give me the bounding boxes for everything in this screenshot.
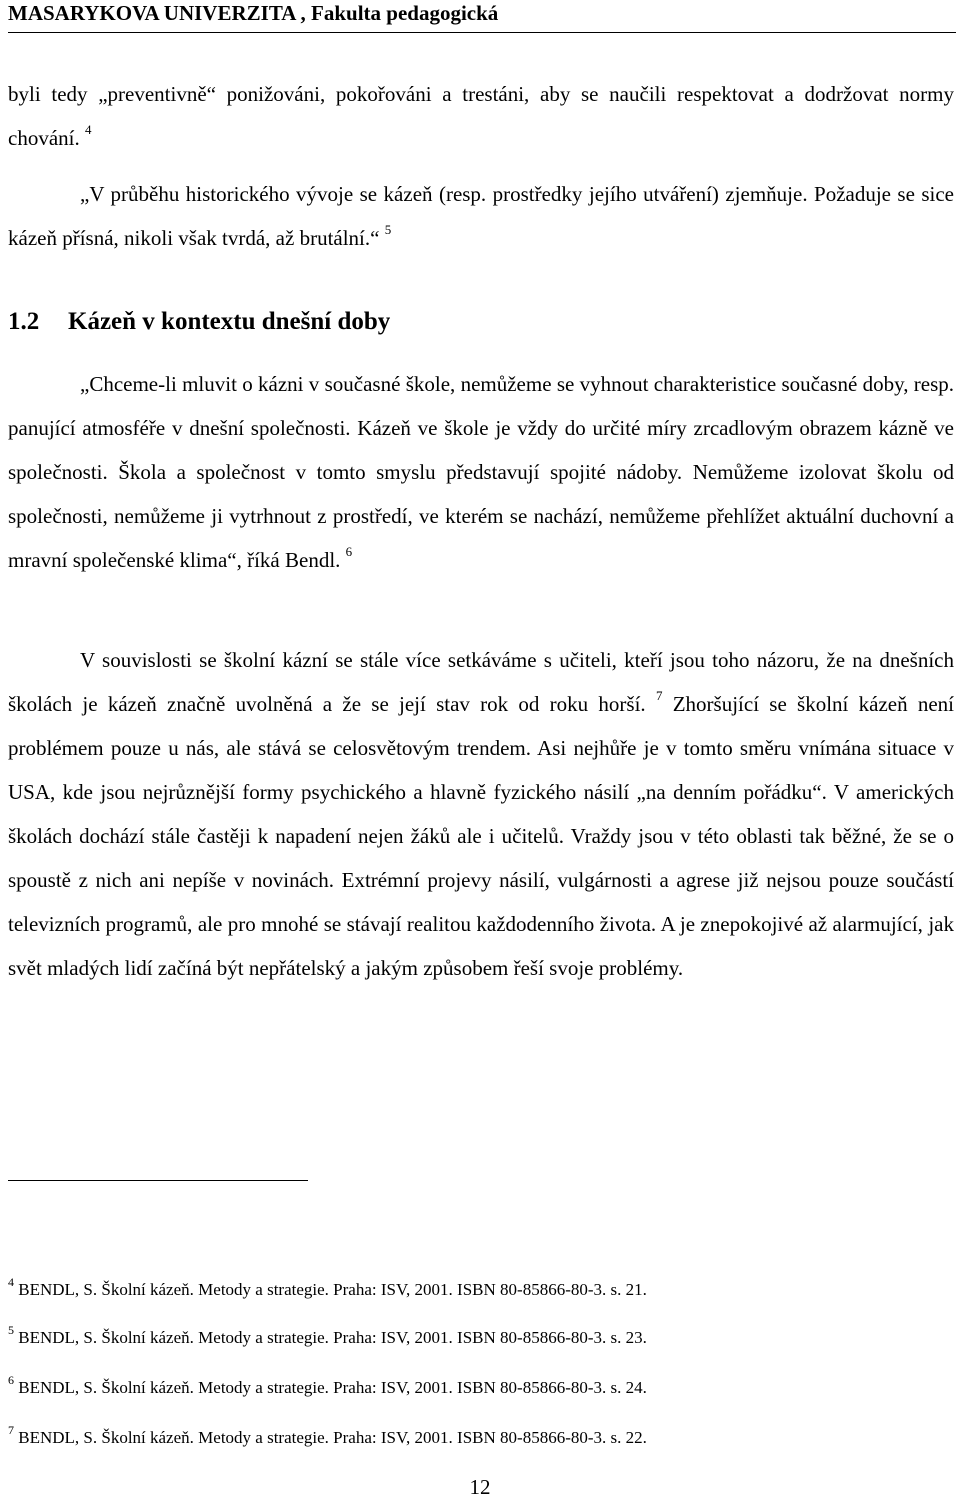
footnote-ref-6: 6 (345, 544, 353, 559)
footnote-separator (8, 1180, 308, 1181)
footnote-text: BENDL, S. Školní kázeň. Metody a strategie. Praha: ISV, 2001. ISBN 80-85866-80-3. s. 22. (18, 1428, 647, 1447)
footnote-number: 4 (8, 1275, 14, 1290)
footnote-ref-4: 4 (84, 122, 92, 137)
page-header (8, 0, 956, 33)
paragraph-1 (8, 72, 954, 160)
header-title: MASARYKOVA UNIVERZITA , Fakulta pedagogická (8, 1, 499, 25)
footnote-ref-7: 7 (655, 688, 663, 703)
paragraph-2 (8, 172, 954, 260)
footnote-text: BENDL, S. Školní kázeň. Metody a strategie. Praha: ISV, 2001. ISBN 80-85866-80-3. s. 21. (18, 1280, 647, 1299)
section-heading (8, 304, 390, 340)
footnote-number: 7 (8, 1423, 14, 1438)
paragraph-3 (8, 362, 954, 582)
footnote-7 (8, 1423, 647, 1450)
paragraph-3-text: „Chceme-li mluvit o kázni v současné škole, nemůžeme se vyhnout charakteristice současné doby, resp. panující atmosféře v dnešní společnosti. Kázeň ve škole je vždy do určité míry zrcadlovým obrazem kázně ve společnosti. Škola a společnost v tomto smyslu představují spojité nádoby. Nemůžeme izolovat školu od společnosti, nemůžeme ji vytrhnout z prostředí, ve kterém se nachází, nemůžeme přehlížet aktuální duchovní a mravní společenské klima“, říká Bendl. (8, 372, 954, 572)
footnote-number: 5 (8, 1323, 14, 1338)
paragraph-1-text: byli tedy „preventivně“ ponižováni, pokořováni a trestáni, aby se naučili respektovat a dodržovat normy chování. (8, 82, 954, 150)
paragraph-4-text-a: V souvislosti se školní kázní se stále více setkáváme s učiteli, kteří jsou toho názoru, že na dnešních školách je kázeň značně uvolněná a že se její stav rok od roku horší. (8, 648, 954, 716)
footnote-text: BENDL, S. Školní kázeň. Metody a strategie. Praha: ISV, 2001. ISBN 80-85866-80-3. s. 24. (18, 1378, 647, 1397)
footnote-5 (8, 1323, 647, 1350)
paragraph-4 (8, 638, 954, 990)
footnote-6 (8, 1373, 647, 1400)
section-title: Kázeň v kontextu dnešní doby (68, 308, 391, 335)
paragraph-4-text-b: Zhoršující se školní kázeň není problémem pouze u nás, ale stává se celosvětovým trendem. Asi nejhůře je v tomto směru vnímána situace v USA, kde jsou nejrůznější formy psychického a hlavně fyzického násilí „na denním pořádku“. V amerických školách dochází stále častěji k napadení nejen žáků ale i učitelů. Vraždy jsou v této oblasti tak běžné, že se o spoustě z nich ani nepíše v novinách. Extrémní projevy násilí, vulgárnosti a agrese již nejsou pouze součástí televizních programů, ale pro mnohé se stávají realitou každodenního života. A je znepokojivé až alarmující, jak svět mladých lidí začíná být nepřátelský a jakým způsobem řeší svoje problémy. (8, 692, 955, 980)
section-number: 1.2 (8, 308, 40, 335)
footnote-number: 6 (8, 1373, 14, 1388)
paragraph-2-text: „V průběhu historického vývoje se kázeň (resp. prostředky jejího utváření) zjemňuje. Požaduje se sice kázeň přísná, nikoli však tvrdá, až brutální.“ (8, 182, 954, 250)
footnote-ref-5: 5 (384, 222, 392, 237)
footnote-text: BENDL, S. Školní kázeň. Metody a strategie. Praha: ISV, 2001. ISBN 80-85866-80-3. s. 23. (18, 1328, 647, 1347)
footnote-4 (8, 1275, 647, 1302)
page-number: 12 (469, 1475, 491, 1499)
